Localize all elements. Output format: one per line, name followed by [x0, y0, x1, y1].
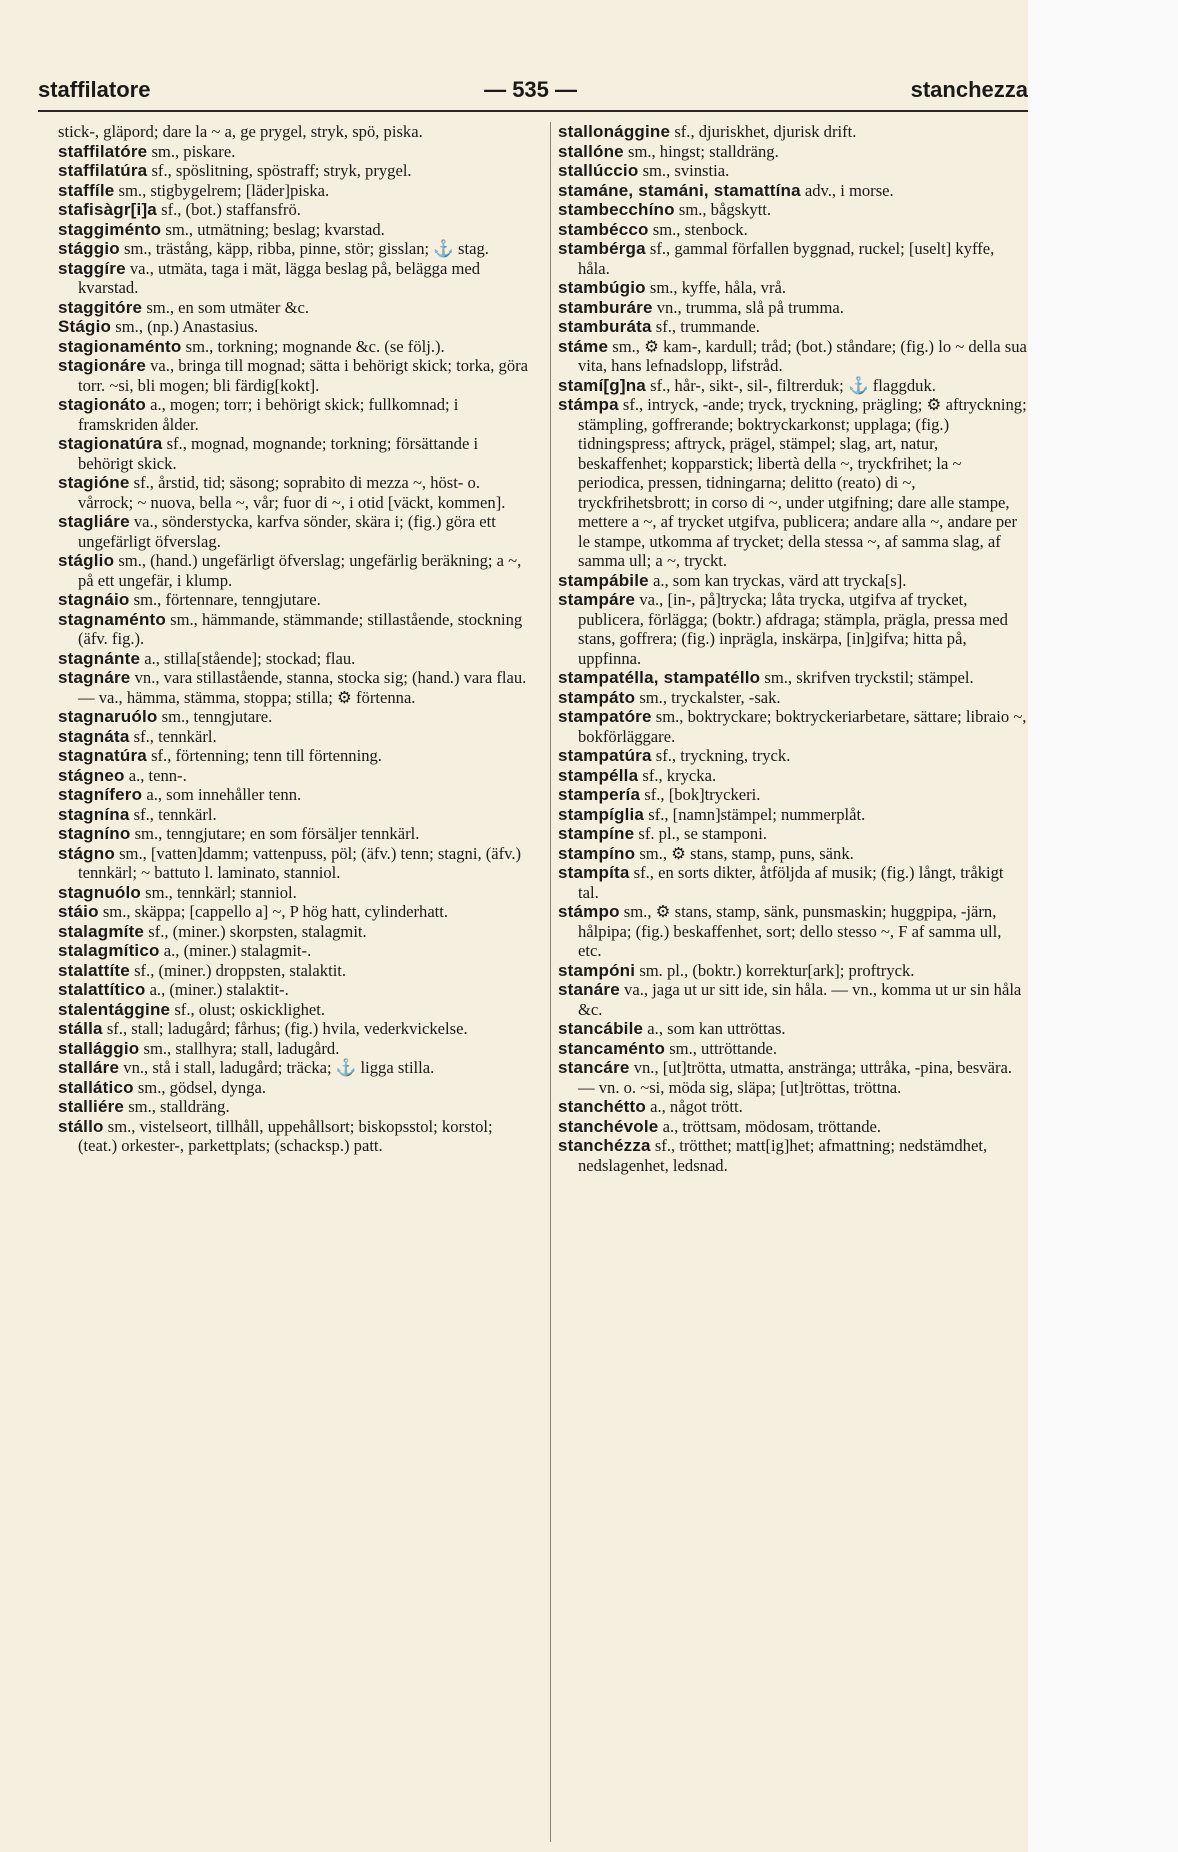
entry-headword: stalattíte — [58, 960, 130, 980]
entry-definition: sm., utmätning; beslag; kvarstad. — [161, 219, 385, 239]
entry-definition: adv., i morse. — [800, 180, 894, 200]
dictionary-entry — [58, 1039, 528, 1059]
dictionary-entry — [558, 376, 1028, 396]
dictionary-entry — [558, 766, 1028, 786]
dictionary-entry — [58, 610, 528, 649]
entry-headword: stagionaménto — [58, 336, 182, 356]
entry-definition: a., något trött. — [645, 1097, 743, 1116]
entry-definition: sm., torkning; mognande &c. (se följ.). — [181, 336, 445, 356]
entry-definition: sf., hår-, sikt-, sil-, filtrerduk; ⚓ flaggduk. — [645, 375, 936, 395]
dictionary-entry — [558, 688, 1028, 708]
entry-headword: staggiménto — [58, 219, 162, 239]
entry-headword: stagnáio — [58, 590, 130, 609]
dictionary-entry — [558, 707, 1028, 746]
entry-definition: va., jaga ut ur sitt ide, sin håla. — vn., komma ut ur sin håla &c. — [578, 980, 1022, 1019]
dictionary-entry — [58, 727, 528, 747]
dictionary-entry — [58, 161, 528, 181]
entry-definition: sf. pl., se stamponi. — [634, 824, 767, 843]
dictionary-entry — [58, 746, 528, 766]
entry-definition: sm., hingst; stalldräng. — [623, 141, 779, 161]
dictionary-entry — [558, 805, 1028, 825]
entry-definition: sm., gödsel, dynga. — [133, 1077, 266, 1097]
entry-headword: staggitóre — [58, 297, 143, 317]
entry-definition: sm., tennkärl; stanniol. — [141, 882, 297, 902]
dictionary-entry — [558, 1019, 1028, 1039]
dictionary-entry — [58, 551, 528, 590]
entry-headword: stagnatúra — [58, 746, 147, 765]
entry-definition: sm., ⚙ stans, stamp, puns, sänk. — [635, 843, 854, 863]
dictionary-entry — [558, 746, 1028, 766]
dictionary-entry — [558, 200, 1028, 220]
dictionary-entry — [58, 181, 528, 201]
entry-definition: sm., stallhyra; stall, ladugård. — [139, 1038, 340, 1058]
dictionary-entry — [58, 844, 528, 883]
entry-headword: staggíre — [58, 258, 126, 278]
entry-headword: stanchézza — [558, 1136, 651, 1155]
entry-definition: sm., hämmande, stämmande; stillastående, stockning (äfv. fig.). — [78, 609, 523, 648]
entry-headword: stalentággine — [58, 999, 171, 1019]
dictionary-entry — [558, 785, 1028, 805]
entry-headword: staffilatúra — [58, 161, 148, 180]
entry-definition: sm., (hand.) ungefärligt öfverslag; ungefärlig beräkning; a ~, på ett ungefär, i klump. — [78, 551, 522, 590]
entry-definition: sf., årstid, tid; säsong; soprabito di mezza ~, höst- o. vårrock; ~ nuova, bella ~, vår; fuor di ~, i otid [väckt, kommen]. — [78, 473, 506, 512]
dictionary-entry — [58, 941, 528, 961]
entry-headword: stampíne — [558, 824, 635, 843]
dictionary-entry — [58, 707, 528, 727]
dictionary-entry — [58, 883, 528, 903]
entry-definition: sf., gammal förfallen byggnad, ruckel; [uselt] kyffe, håla. — [578, 239, 995, 278]
dictionary-entry — [58, 200, 528, 220]
dictionary-entry — [58, 922, 528, 942]
entry-definition: sm., skrifven tryckstil; stämpel. — [760, 668, 974, 687]
entry-headword: stagnaruólo — [58, 707, 158, 726]
entry-columns — [58, 122, 1028, 1832]
entry-definition: sf., tennkärl. — [129, 804, 217, 824]
dictionary-entry — [558, 824, 1028, 844]
dictionary-entry — [58, 259, 528, 298]
entry-definition: sf., olust; oskicklighet. — [170, 999, 326, 1019]
entry-headword: stagnáta — [58, 726, 130, 746]
entry-headword: stagionáre — [58, 356, 146, 375]
entry-definition: sm., boktryckare; boktryckeriarbetare, sättare; libraio ~, bokförläggare. — [578, 707, 1027, 746]
left-column — [58, 122, 528, 1832]
dictionary-entry — [58, 220, 528, 240]
dictionary-entry — [558, 902, 1028, 961]
entry-definition: sf., trummande. — [651, 317, 760, 336]
entry-headword: stampíno — [558, 843, 636, 863]
dictionary-entry — [58, 668, 528, 707]
entry-headword: stalagmítico — [58, 941, 160, 960]
entry-definition: sf., tennkärl. — [129, 726, 217, 746]
entry-headword: stambérga — [558, 239, 646, 258]
entry-headword: stambécco — [558, 219, 649, 239]
entry-definition: vn., trumma, slå på trumma. — [652, 297, 844, 317]
dictionary-entry — [558, 142, 1028, 162]
entry-headword: stállo — [58, 1116, 104, 1136]
dictionary-entry — [58, 239, 528, 259]
entry-headword: staffíle — [58, 180, 115, 200]
dictionary-entry — [558, 181, 1028, 201]
entry-headword: stamburáta — [558, 317, 652, 336]
entry-headword: stalláre — [58, 1058, 120, 1077]
dictionary-entry — [558, 298, 1028, 318]
entry-headword: stalattítico — [58, 980, 146, 999]
entry-definition: sf., spöslitning, spöstraff; stryk, prygel. — [147, 161, 412, 180]
dictionary-entry — [58, 356, 528, 395]
entry-definition: va., bringa till mognad; sätta i behörigt skick; torka, göra torr. ~si, bli mogen; bli färdig[kokt]. — [78, 356, 528, 395]
dictionary-entry — [58, 590, 528, 610]
dictionary-entry — [558, 571, 1028, 591]
entry-headword: stagnáre — [58, 668, 131, 687]
page-header — [38, 70, 1028, 112]
dictionary-entry — [58, 766, 528, 786]
entry-headword: staffilatóre — [58, 141, 148, 161]
entry-headword: stalliére — [58, 1097, 125, 1116]
dictionary-entry — [58, 1078, 528, 1098]
dictionary-entry — [558, 1117, 1028, 1137]
entry-definition: vn., stå i stall, ladugård; träcka; ⚓ ligga stilla. — [119, 1058, 435, 1077]
entry-definition: a., som kan tryckas, värd att trycka[s]. — [648, 570, 907, 590]
dictionary-entry — [558, 1039, 1028, 1059]
entry-definition: sm., vistelseort, tillhåll, uppehållsort; biskopsstol; korstol; (teat.) orkester-, parkettplats; (schacksp.) patt. — [78, 1116, 493, 1155]
entry-headword: stampatóre — [558, 707, 652, 726]
dictionary-entry — [58, 142, 528, 162]
dictionary-entry — [558, 844, 1028, 864]
entry-definition: sf., stall; ladugård; fårhus; (fig.) hvila, vederkvickelse. — [102, 1019, 468, 1038]
entry-headword: stanchétto — [558, 1097, 646, 1116]
entry-headword: stanchévole — [558, 1116, 659, 1136]
entry-definition: a., stilla[stående]; stockad; flau. — [140, 648, 356, 668]
entry-definition: sf., (miner.) skorpsten, stalagmit. — [144, 921, 367, 941]
dictionary-entry — [58, 805, 528, 825]
dictionary-entry — [58, 512, 528, 551]
entry-definition: sm., skäppa; [cappello a] ~, P hög hatt, cylinderhatt. — [98, 902, 449, 921]
entry-headword: stancábile — [558, 1019, 644, 1038]
entry-headword: Stágio — [58, 317, 112, 336]
entry-definition: vn., vara stillastående, stanna, stocka sig; (hand.) vara flau. — va., hämma, stämma, stoppa; stilla; ⚙ förtenna. — [78, 668, 527, 707]
entry-headword: stafisàgr[i]a — [58, 200, 157, 219]
dictionary-entry — [558, 1058, 1028, 1097]
entry-headword: stampáto — [558, 687, 636, 707]
entry-definition: sf., (miner.) droppsten, stalaktit. — [129, 960, 347, 980]
dictionary-entry — [558, 1097, 1028, 1117]
dictionary-entry — [58, 317, 528, 337]
entry-headword: stallático — [58, 1077, 134, 1097]
entry-headword: stagnífero — [58, 785, 143, 804]
entry-definition: sf., förtenning; tenn till förtenning. — [146, 746, 382, 765]
entry-definition: sf., trötthet; matt[ig]het; afmattning; nedstämdhet, nedslagenhet, ledsnad. — [578, 1136, 988, 1175]
dictionary-entry — [58, 473, 528, 512]
entry-headword: stampóni — [558, 960, 636, 980]
entry-definition: sm., en som utmäter &c. — [142, 297, 310, 317]
entry-definition: a., tenn-. — [124, 765, 187, 785]
dictionary-entry — [58, 824, 528, 844]
right-column — [558, 122, 1028, 1832]
entry-definition: sf., [bok]tryckeri. — [640, 785, 761, 804]
dictionary-entry — [58, 1117, 528, 1156]
entry-definition: sf., intryck, -ande; tryck, tryckning, prägling; ⚙ aftryckning; stämpling, goffrerande; boktryckarkonst; upplaga; (fig.) tidningspress; aftryck, prägel, stämpel; slag, art, natur, beskaffenhet; kopparstick; libertà della ~, tryckfrihet; la ~ periodica, pressen, tidningarna; delitto (reato) di ~, tryckfrihetsbrott; in corso di ~, under utgifning; dare alle stampe, mettere a ~, af trycket utgifva, publicera; andare alla ~, andare per le stampe, utkomma af trycket; della stessa ~, af samma slag, af samma ull; a ~, tryckt. — [578, 395, 1027, 570]
entry-headword: stámpo — [558, 902, 620, 921]
entry-definition: sm., stalldräng. — [124, 1097, 230, 1116]
dictionary-entry — [58, 1000, 528, 1020]
entry-definition: sm., ⚙ stans, stamp, sänk, punsmaskin; huggpipa, -järn, hålpipa; (fig.) beskaffenhet, sort; dello stesso ~, F af samma ull, etc. — [578, 902, 1002, 960]
entry-headword: stampíglia — [558, 804, 645, 824]
entry-definition: a., (miner.) stalagmit-. — [159, 941, 312, 960]
dictionary-entry — [558, 122, 1028, 142]
entry-headword: stamburáre — [558, 297, 653, 317]
entry-definition: sm., piskare. — [147, 141, 236, 161]
entry-headword: stallúccio — [558, 161, 639, 180]
dictionary-entry — [58, 1058, 528, 1078]
entry-definition: sf., en sorts dikter, åtföljda af musik; (fig.) långt, tråkigt tal. — [578, 863, 1004, 902]
dictionary-entry — [558, 395, 1028, 571]
entry-definition: a., (miner.) stalaktit-. — [145, 980, 289, 999]
entry-definition: sf., tryckning, tryck. — [651, 746, 791, 765]
page-margin — [1028, 0, 1178, 1852]
entry-headword: stagionatúra — [58, 434, 163, 453]
entry-definition: sf., (bot.) staffansfrö. — [156, 200, 301, 219]
dictionary-entry — [558, 161, 1028, 181]
entry-definition: va., [in-, på]trycka; låta trycka, utgifva af trycket, publicera, förlägga; (boktr.) afdraga; stämpla, prägla, pressa med stans, goffrera; (fig.) inprägla, inskärpa, [in]gifva; hitta på, uppfinna. — [578, 590, 1008, 668]
entry-headword: stancaménto — [558, 1038, 666, 1058]
entry-definition: sm., tenngjutare. — [157, 707, 273, 726]
entry-headword: stagníno — [58, 824, 131, 843]
entry-headword: stágno — [58, 843, 115, 863]
entry-definition: sm., uttröttande. — [665, 1038, 778, 1058]
entry-headword: stampélla — [558, 765, 639, 785]
entry-headword: stampíta — [558, 863, 630, 882]
entry-headword: stalagmíte — [58, 921, 145, 941]
entry-definition: sm., (np.) Anastasius. — [111, 317, 259, 336]
entry-definition: sm., stigbygelrem; [läder]piska. — [114, 180, 330, 200]
entry-headword: stanáre — [558, 980, 620, 999]
entry-definition: sf., krycka. — [638, 765, 717, 785]
header-left-guide-word: staffilatore — [38, 77, 151, 102]
entry-headword: stagionáto — [58, 395, 146, 414]
entry-headword: stágneo — [58, 765, 125, 785]
entry-definition: sm., tenngjutare; en som försäljer tennkärl. — [130, 824, 420, 843]
entry-definition: sf., djuriskhet, djurisk drift. — [670, 122, 857, 141]
dictionary-entry — [558, 278, 1028, 298]
dictionary-entry — [558, 220, 1028, 240]
entry-headword: stáme — [558, 336, 609, 356]
dictionary-entry — [558, 668, 1028, 688]
dictionary-entry — [558, 590, 1028, 668]
entry-headword: stallóne — [558, 141, 624, 161]
entry-headword: stambúgio — [558, 278, 646, 297]
dictionary-entry — [558, 1136, 1028, 1175]
dictionary-entry — [58, 961, 528, 981]
dictionary-entry — [58, 434, 528, 473]
dictionary-entry — [58, 1019, 528, 1039]
dictionary-entry — [58, 122, 528, 142]
entry-headword: stámpa — [558, 395, 619, 414]
entry-definition: a., som innehåller tenn. — [142, 785, 302, 804]
entry-definition: stick-, gläpord; dare la ~ a, ge prygel, stryk, spö, piska. — [58, 122, 423, 141]
entry-definition: a., mogen; torr; i behörigt skick; fullkomnad; i framskriden ålder. — [78, 395, 459, 434]
entry-definition: sm., svinstia. — [638, 161, 730, 180]
entry-headword: stampería — [558, 785, 641, 804]
dictionary-entry — [558, 980, 1028, 1019]
dictionary-entry — [58, 337, 528, 357]
entry-definition: sm., ⚙ kam-, kardull; tråd; (bot.) ståndare; (fig.) lo ~ della sua vita, hans lefnadslopp, lifstråd. — [578, 336, 1027, 375]
entry-headword: stagnaménto — [58, 609, 166, 629]
entry-headword: stagnína — [58, 804, 130, 824]
dictionary-entry — [58, 298, 528, 318]
entry-headword: stamí[g]na — [558, 375, 646, 395]
entry-headword: stággio — [58, 239, 120, 258]
entry-definition: vn., [ut]trötta, utmatta, anstränga; uttråka, -pina, besvära. — vn. o. ~si, möda sig, släpa; [ut]tröttas, tröttna. — [578, 1058, 1012, 1097]
dictionary-entry — [558, 337, 1028, 376]
entry-definition: sm. pl., (boktr.) korrektur[ark]; proftryck. — [635, 960, 915, 980]
entry-definition: sf., mognad, mognande; torkning; försättande i behörigt skick. — [78, 434, 479, 473]
entry-headword: stáglio — [58, 551, 115, 570]
dictionary-entry — [58, 1097, 528, 1117]
dictionary-entry — [58, 395, 528, 434]
entry-headword: stagnánte — [58, 648, 141, 668]
dictionary-entry — [58, 902, 528, 922]
dictionary-entry — [558, 863, 1028, 902]
entry-definition: va., utmäta, taga i mät, lägga beslag på, belägga med kvarstad. — [78, 258, 481, 297]
entry-headword: stagnuólo — [58, 882, 142, 902]
entry-definition: sm., [vatten]damm; vattenpuss, pöl; (äfv.) tenn; stagni, (äfv.) tennkärl; ~ battuto l. laminato, stanniol. — [78, 843, 522, 882]
dictionary-entry — [558, 961, 1028, 981]
entry-definition: sm., förtennare, tenngjutare. — [129, 590, 321, 609]
entry-headword: stáio — [58, 902, 99, 921]
entry-definition: a., tröttsam, mödosam, tröttande. — [658, 1116, 882, 1136]
entry-headword: stagliáre — [58, 512, 130, 531]
entry-headword: stampatúra — [558, 746, 652, 765]
page-number: — 535 — — [484, 77, 578, 102]
entry-headword: stallonággine — [558, 122, 671, 141]
entry-definition: sm., tryckalster, -sak. — [635, 687, 781, 707]
entry-definition: sm., kyffe, håla, vrå. — [645, 278, 786, 297]
dictionary-entry — [58, 980, 528, 1000]
entry-definition: a., som kan uttröttas. — [643, 1019, 786, 1038]
dictionary-entry — [58, 785, 528, 805]
entry-headword: stallággio — [58, 1038, 140, 1058]
dictionary-entry — [558, 239, 1028, 278]
entry-definition: sm., bågskytt. — [674, 200, 772, 219]
entry-headword: stampábile — [558, 570, 649, 590]
entry-headword: stampáre — [558, 590, 636, 609]
entry-definition: sm., stenbock. — [648, 219, 748, 239]
header-right-guide-word: stanchezza — [910, 77, 1028, 102]
dictionary-entry — [58, 649, 528, 669]
entry-headword: stamáne, stamáni, stamattína — [558, 180, 801, 200]
entry-headword: stancáre — [558, 1058, 630, 1077]
entry-definition: sm., trästång, käpp, ribba, pinne, stör; gisslan; ⚓ stag. — [119, 239, 489, 258]
entry-headword: stagióne — [58, 473, 130, 492]
entry-headword: stambecchíno — [558, 200, 675, 219]
entry-definition: sf., [namn]stämpel; nummerplåt. — [644, 804, 866, 824]
entry-definition: va., sönderstycka, karfva sönder, skära i; (fig.) göra ett ungefärligt öfverslag. — [78, 512, 496, 551]
entry-headword: stálla — [58, 1019, 103, 1038]
dictionary-entry — [558, 317, 1028, 337]
entry-headword: stampatélla, stampatéllo — [558, 668, 761, 687]
